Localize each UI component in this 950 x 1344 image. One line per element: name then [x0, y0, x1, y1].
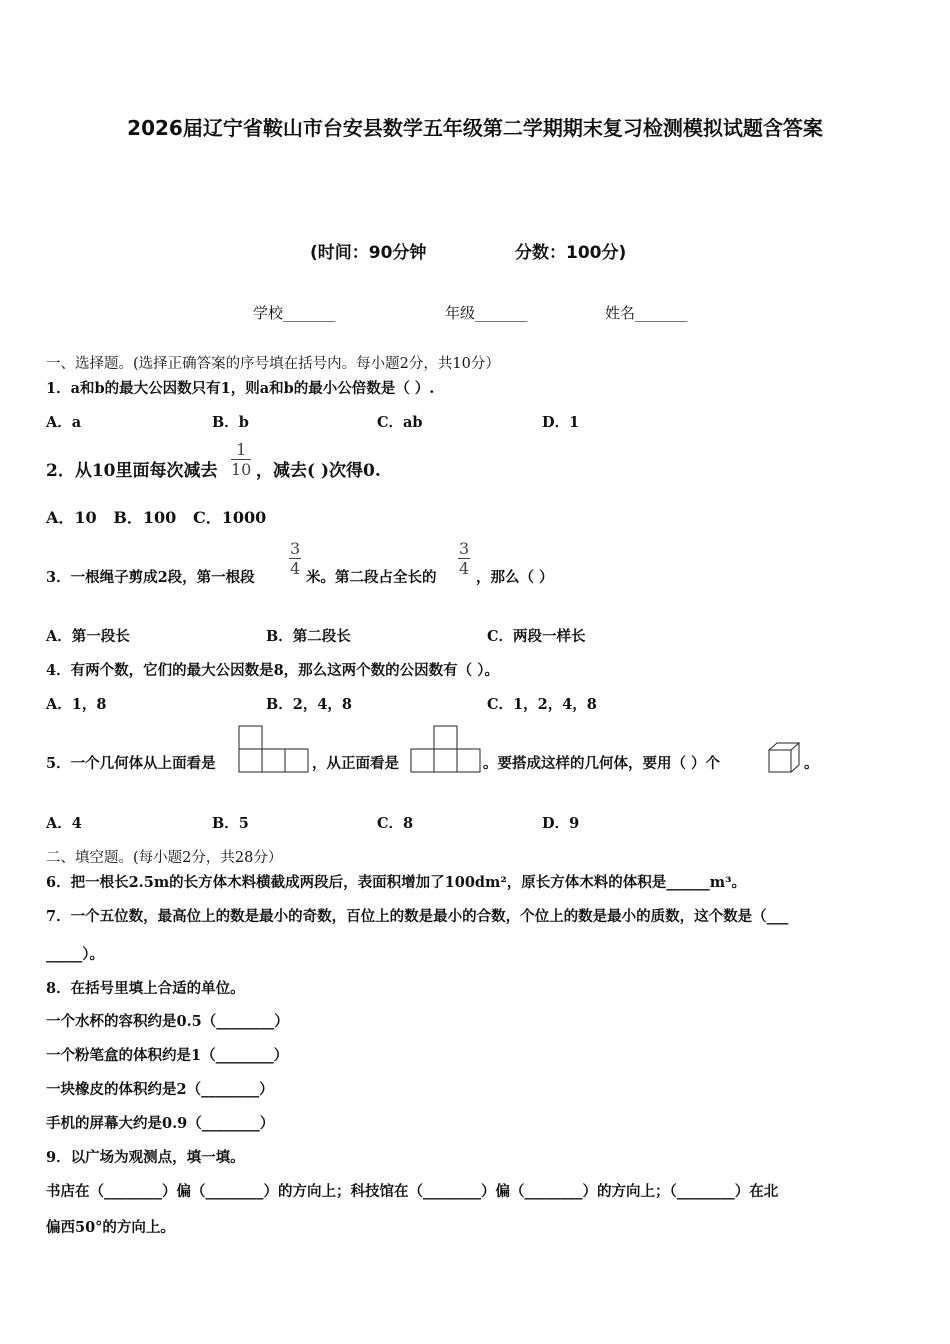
q3-option-a[interactable]: A．第一段长	[46, 628, 130, 645]
question-5-prefix: 5．一个几何体从上面看是	[46, 755, 216, 772]
q1-option-c[interactable]: C．ab	[377, 414, 423, 431]
q2-options[interactable]: A．10 B．100 C．1000	[46, 508, 267, 527]
question-7-line-1: 7．一个五位数，最高位上的数是最小的奇数，百位上的数是最小的合数，个位上的数是最小的质数，这个数是（___	[46, 908, 789, 925]
q9-line-1: 书店在（________）偏（________）的方向上；科技馆在（________）偏（________）的方向上；（________）在北	[46, 1183, 779, 1200]
q2-fraction-numerator: 1	[231, 441, 251, 460]
page-title: 2026届辽宁省鞍山市台安县数学五年级第二学期期末复习检测模拟试题含答案	[127, 116, 823, 140]
q1-option-b[interactable]: B．b	[212, 414, 249, 431]
q3-fraction-1	[289, 540, 301, 578]
question-2-suffix: ，减去( )次得0.	[256, 461, 381, 481]
question-3-middle: 米。第二段占全长的	[306, 569, 437, 586]
question-4: 4．有两个数，它们的最大公因数是8，那么这两个数的公因数有（ ）。	[46, 662, 499, 679]
q3-option-b[interactable]: B．第二段长	[266, 628, 351, 645]
cube-icon	[768, 742, 802, 774]
q5-option-d[interactable]: D．9	[542, 815, 580, 832]
school-field[interactable]: 学校_______	[253, 304, 336, 322]
q1-option-d[interactable]: D．1	[542, 414, 580, 431]
q2-fraction-denominator: 10	[231, 459, 252, 479]
q3-fraction-1-denominator: 4	[290, 558, 301, 578]
time-label: (时间：90分钟	[310, 243, 427, 263]
top-view-diagram	[238, 725, 310, 775]
question-7-line-2: _____）。	[46, 946, 104, 963]
question-5-middle: ，从正面看是	[312, 755, 399, 772]
question-2-prefix: 2．从10里面每次减去	[46, 461, 218, 481]
q3-fraction-2-numerator: 3	[459, 539, 470, 558]
q2-fraction	[231, 441, 251, 479]
q4-option-a[interactable]: A．1，8	[46, 696, 107, 713]
q9-line-2: 偏西50°的方向上。	[46, 1219, 175, 1236]
q5-option-b[interactable]: B．5	[212, 815, 249, 832]
q3-fraction-1-numerator: 3	[290, 539, 301, 558]
question-3-suffix: ，那么（ ）	[476, 569, 554, 586]
q5-option-a[interactable]: A．4	[46, 815, 82, 832]
section-1-heading: 一、选择题。(选择正确答案的序号填在括号内。每小题2分，共10分）	[46, 356, 500, 372]
q3-fraction-2	[458, 540, 470, 578]
q8-line-1: 一个水杯的容积约是0.5（________）	[46, 1013, 289, 1030]
q8-line-2: 一个粉笔盒的体积约是1（________）	[46, 1047, 289, 1064]
q1-option-a[interactable]: A．a	[46, 414, 82, 431]
grade-field[interactable]: 年级_______	[445, 304, 528, 322]
name-field[interactable]: 姓名_______	[605, 304, 688, 322]
q3-fraction-2-denominator: 4	[459, 558, 470, 578]
q5-option-c[interactable]: C．8	[377, 815, 414, 832]
question-8: 8．在括号里填上合适的单位。	[46, 980, 245, 997]
front-view-diagram	[410, 725, 482, 775]
score-label: 分数：100分)	[515, 243, 627, 263]
question-1: 1．a和b的最大公因数只有1，则a和b的最小公倍数是（ ）.	[46, 380, 435, 397]
q4-option-c[interactable]: C．1，2，4，8	[487, 696, 597, 713]
question-9: 9．以广场为观测点，填一填。	[46, 1149, 245, 1166]
q3-option-c[interactable]: C．两段一样长	[487, 628, 586, 645]
q8-line-4: 手机的屏幕大约是0.9（________）	[46, 1115, 275, 1132]
question-5-suffix: 。要搭成这样的几何体，要用（ ）个	[483, 755, 721, 772]
question-6: 6．把一根长2.5m的长方体木料横截成两段后，表面积增加了100dm²，原长方体木料的体积是______m³。	[46, 874, 746, 891]
question-3-prefix: 3．一根绳子剪成2段，第一根段	[46, 569, 255, 586]
q4-option-b[interactable]: B．2，4，8	[266, 696, 353, 713]
section-2-heading: 二、填空题。(每小题2分，共28分）	[46, 850, 283, 866]
q8-line-3: 一块橡皮的体积约是2（________）	[46, 1081, 274, 1098]
question-5-end: 。	[804, 755, 819, 772]
